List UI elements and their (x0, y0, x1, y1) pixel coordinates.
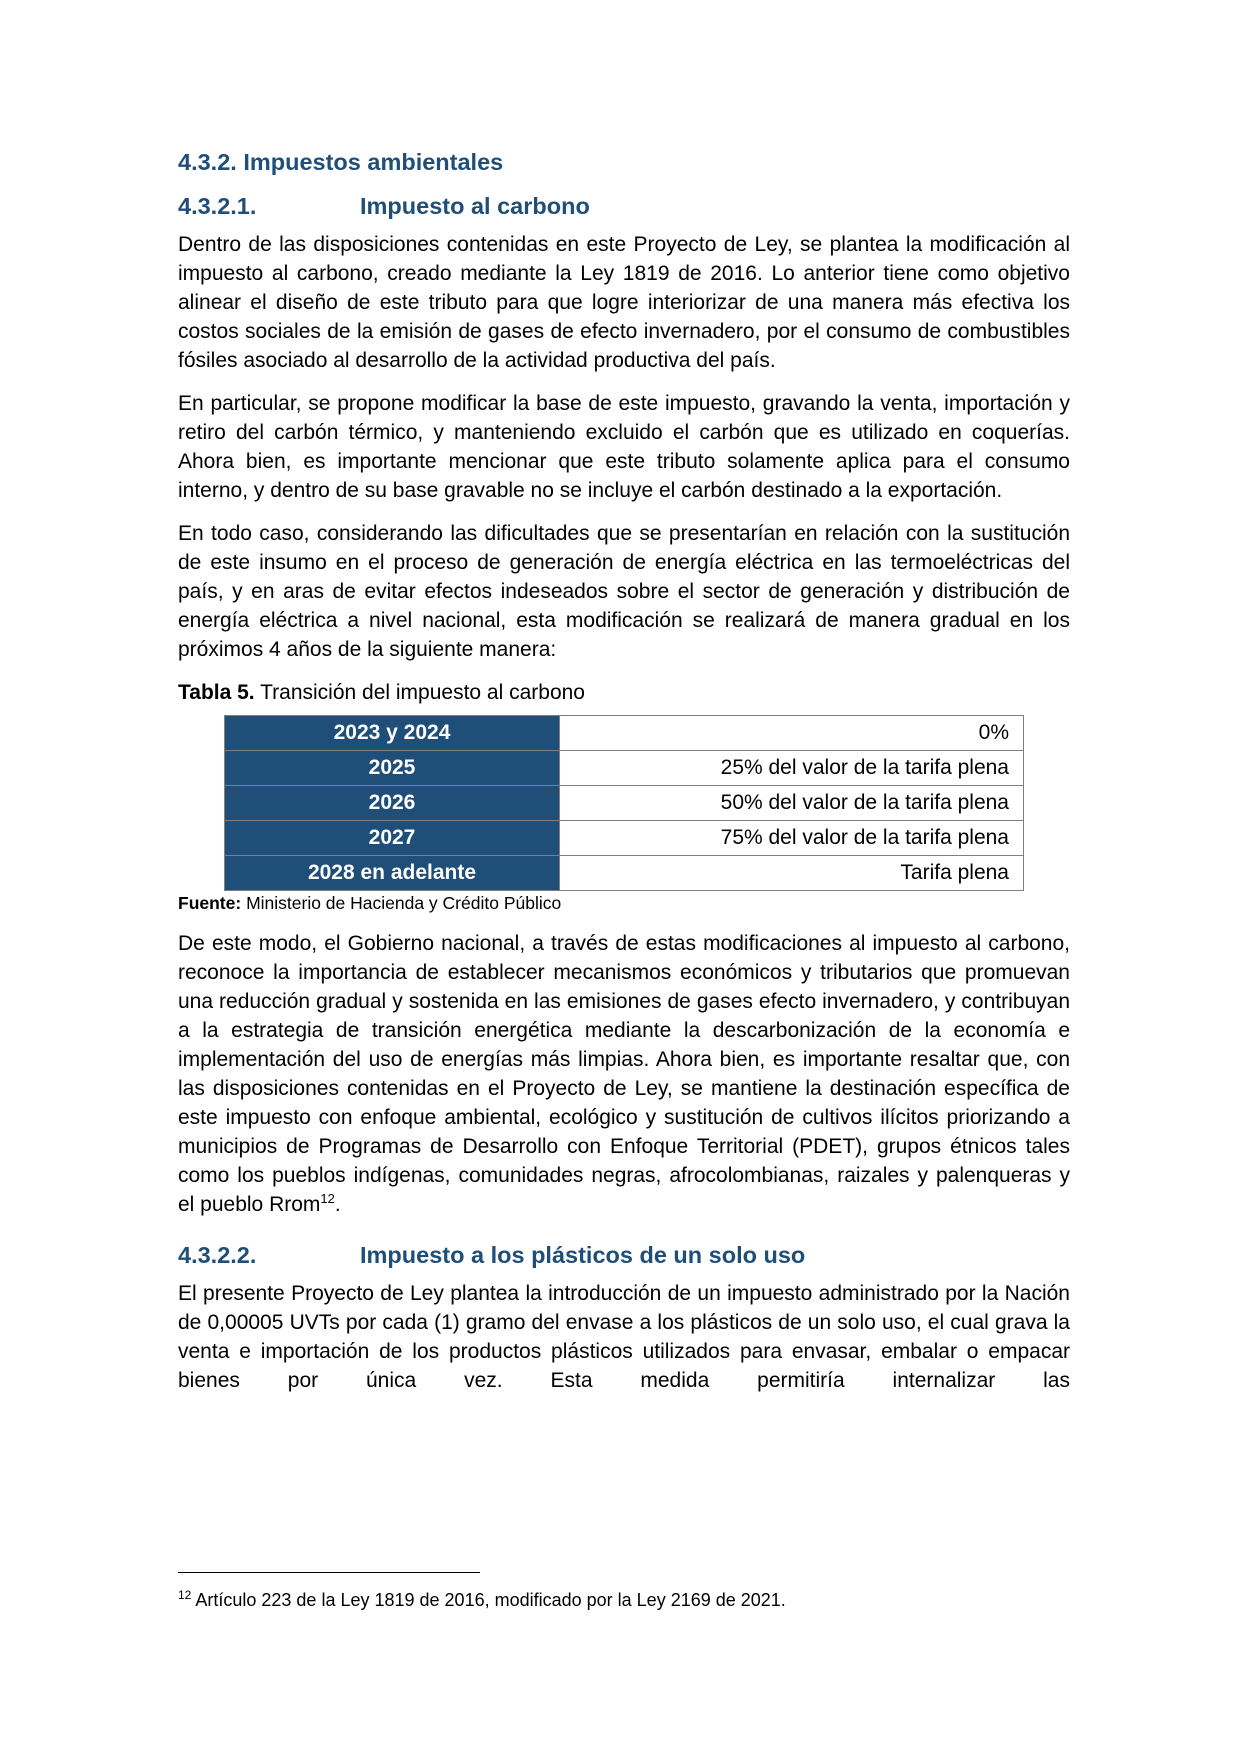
paragraph: En particular, se propone modificar la base de este impuesto, gravando la venta, importación y retiro del carbón térmico, y manteniendo excluido el carbón que es utilizado en coquerías. Ahora bien, es importante mencionar que este tributo solamente aplica para el consumo interno, y dentro de su base gravable no se incluye el carbón destinado a la exportación. (178, 392, 1070, 502)
subsection-title: Impuesto a los plásticos de un solo uso (360, 1242, 806, 1268)
carbon-tax-transition-table (224, 715, 1024, 891)
table-value-cell: 50% del valor de la tarifa plena (560, 786, 1024, 821)
table-caption-label: Tabla 5. (178, 681, 255, 704)
table-year-cell: 2028 en adelante (225, 856, 560, 891)
source-text: Ministerio de Hacienda y Crédito Público (241, 893, 562, 913)
section-heading (178, 140, 1070, 184)
footnote (178, 1588, 786, 1612)
closing-text: De este modo, el Gobierno nacional, a través de estas modificaciones al impuesto al carbono, reconoce la importancia de establecer mecanismos económicos y tributarios que promuevan una reducción gradual y sostenida en las emisiones de gases efecto invernadero, y contribuyan a la estrategia de transición energética mediante la descarbonización de la economía e implementación del uso de energías más limpias. Ahora bien, es importante resaltar que, con las disposiciones contenidas en el Proyecto de Ley, se mantiene la destinación específica de este impuesto con enfoque ambiental, ecológico y sustitución de cultivos ilícitos priorizando a municipios de Programas de Desarrollo con Enfoque Territorial (PDET), grupos étnicos tales como los pueblos indígenas, comunidades negras, afrocolombianas, raizales y palenqueras y el pueblo Rrom (178, 932, 1070, 1216)
document-page (178, 140, 1070, 1395)
table-row (225, 716, 1024, 751)
closing-period: . (334, 1193, 341, 1216)
table-year-cell: 2025 (225, 751, 560, 786)
table-value-cell: 75% del valor de la tarifa plena (560, 821, 1024, 856)
table-value-cell: 25% del valor de la tarifa plena (560, 751, 1024, 786)
table-caption (178, 678, 1070, 707)
paragraph: En todo caso, considerando las dificultades que se presentarían en relación con la sustitución de este insumo en el proceso de generación de energía eléctrica en las termoeléctricas del país, y en aras de evitar efectos indeseados sobre el sector de generación y distribución de energía eléctrica a nivel nacional, esta modificación se realizará de manera gradual en los próximos 4 años de la siguiente manera: (178, 522, 1070, 661)
table-caption-text: Transición del impuesto al carbono (254, 681, 585, 704)
subsection-number: 4.3.2.1. (178, 193, 257, 219)
paragraph: Dentro de las disposiciones contenidas en este Proyecto de Ley, se plantea la modificación al impuesto al carbono, creado mediante la Ley 1819 de 2016. Lo anterior tiene como objetivo alinear el diseño de este tributo para que logre interiorizar de una manera más efectiva los costos sociales de la emisión de gases de efecto invernadero, por el consumo de combustibles fósiles asociado al desarrollo de la actividad productiva del país. (178, 233, 1070, 372)
paragraph (178, 929, 1070, 1219)
table-value-cell: 0% (560, 716, 1024, 751)
table-year-cell: 2027 (225, 821, 560, 856)
subsection-number: 4.3.2.2. (178, 1242, 257, 1268)
table-source (178, 891, 1070, 915)
footnote-reference[interactable]: 12 (320, 1191, 335, 1206)
table-row (225, 856, 1024, 891)
paragraph: El presente Proyecto de Ley plantea la introducción de un impuesto administrado por la Nación de 0,00005 UVTs por cada (1) gramo del envase a los plásticos de un solo uso, el cual grava la venta e importación de los productos plásticos utilizados para envasar, embalar o empacar bienes por única vez. Esta medida permitiría internalizar las (178, 1282, 1070, 1392)
table-row (225, 751, 1024, 786)
table-year-cell: 2026 (225, 786, 560, 821)
subsection-title: Impuesto al carbono (360, 193, 590, 219)
table-value-cell: Tarifa plena (560, 856, 1024, 891)
source-label: Fuente: (178, 893, 242, 913)
footnote-text: Artículo 223 de la Ley 1819 de 2016, modificado por la Ley 2169 de 2021. (191, 1590, 786, 1610)
table-row (225, 786, 1024, 821)
footnote-separator (178, 1572, 480, 1573)
section-number: 4.3.2. (178, 149, 237, 175)
section-title: Impuestos ambientales (243, 149, 504, 175)
table-row (225, 821, 1024, 856)
subsection-heading-carbon (178, 184, 1070, 228)
subsection-heading-plastics (178, 1233, 1070, 1277)
footnote-number: 12 (178, 1588, 192, 1602)
table-year-cell: 2023 y 2024 (225, 716, 560, 751)
